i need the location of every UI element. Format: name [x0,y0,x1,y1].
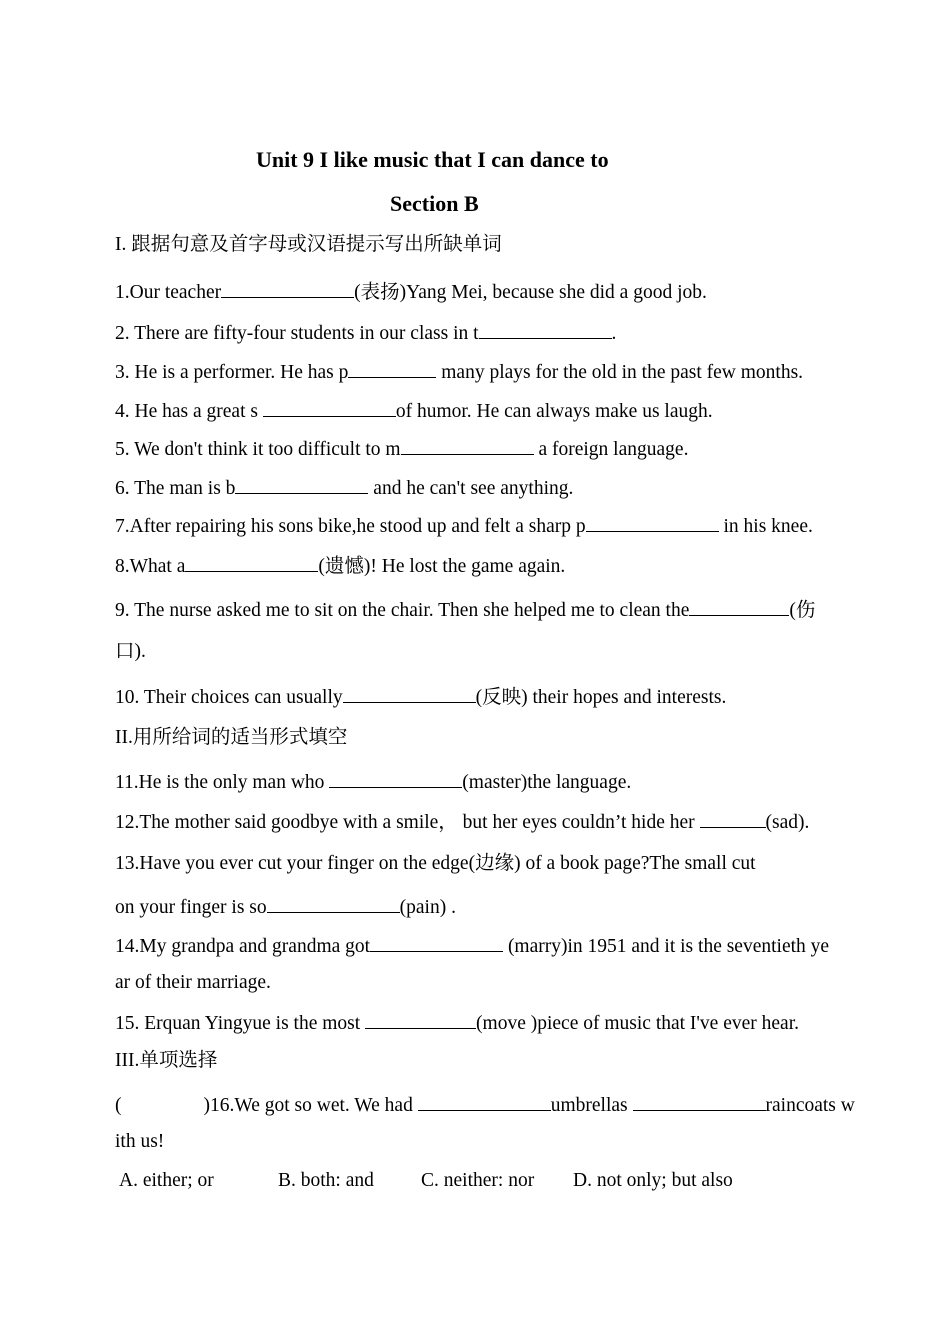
question-9 [115,599,815,621]
question-8 [115,555,565,577]
question-13-continued [115,896,456,918]
question-2 [115,322,616,344]
answer-blank[interactable] [267,896,400,913]
question-text: 14.My grandpa and grandma got [115,936,371,957]
question-14-continued: ar of their marriage. [115,972,271,993]
question-text: 2. There are fifty-four students in our class in t [115,323,479,344]
question-text: (marry)in 1951 and it is the seventieth ye [503,936,830,957]
question-text: 3. He is a performer. He has p [115,362,349,383]
question-text: 5. We don't think it too difficult to m [115,439,401,460]
question-text: 1.Our teacher [115,282,222,303]
answer-blank[interactable] [365,1012,476,1029]
question-12 [115,811,809,833]
answer-blank[interactable] [185,555,318,572]
question-10 [115,686,726,708]
question-4 [115,400,713,422]
question-text: 9. The nurse asked me to sit on the chair. Then she helped me to clean the [115,600,690,621]
answer-paren-open: ( [115,1095,122,1116]
answer-blank[interactable] [633,1094,766,1111]
question-text: a foreign language. [533,439,689,460]
question-text: of humor. He can always make us laugh. [395,401,713,422]
option-a[interactable]: A. either; or [119,1170,214,1191]
question-3 [115,361,803,383]
question-text: (表扬)Yang Mei, because she did a good job. [354,282,707,303]
question-text: raincoats w [765,1095,855,1116]
question-text: in his knee. [718,516,813,537]
question-text: 6. The man is b [115,478,236,499]
question-text: (反映) their hopes and interests. [475,687,727,708]
question-text: 12.The mother said goodbye with a smile， but her eyes couldn’t hide her [115,812,700,833]
question-16 [115,1094,855,1116]
question-text: (伤 [789,600,816,621]
answer-blank[interactable] [343,686,476,703]
answer-blank[interactable] [329,771,462,788]
question-6 [115,477,573,499]
question-text: (move )piece of music that I've ever hear. [476,1013,799,1034]
answer-blank[interactable] [348,361,436,378]
answer-blank[interactable] [263,400,396,417]
answer-blank[interactable] [370,935,503,952]
answer-blank[interactable] [401,438,534,455]
answer-blank[interactable] [689,599,789,616]
question-16-options [119,1171,733,1191]
question-5 [115,438,688,460]
question-text: . [611,323,617,344]
option-c[interactable]: C. neither: nor [421,1170,535,1191]
question-text: 10. Their choices can usually [115,687,343,708]
question-1 [115,281,707,303]
part2-heading: II.用所给词的适当形式填空 [115,727,348,748]
question-text: 4. He has a great s [115,401,263,422]
question-14 [115,935,829,957]
question-7 [115,515,813,537]
question-13: 13.Have you ever cut your finger on the edge(边缘) of a book page?The small cut [115,853,756,874]
answer-blank[interactable] [221,281,354,298]
part1-heading: I. 跟据句意及首字母或汉语提示写出所缺单词 [115,234,502,255]
answer-blank[interactable] [418,1094,551,1111]
answer-blank[interactable] [479,322,612,339]
question-text: umbrellas [550,1095,633,1116]
question-text: many plays for the old in the past few months. [436,362,804,383]
question-15 [115,1012,799,1034]
question-text: on your finger is so [115,897,267,918]
question-text: (pain) . [399,897,456,918]
question-text: (sad). [765,812,810,833]
answer-blank[interactable] [700,811,766,828]
question-16-continued: ith us! [115,1131,165,1152]
section-title: Section B [390,191,479,216]
question-text: )16.We got so wet. We had [203,1095,418,1116]
question-text: and he can't see anything. [368,478,574,499]
question-text: 11.He is the only man who [115,772,330,793]
question-text: 7.After repairing his sons bike,he stood up and felt a sharp p [115,516,586,537]
answer-blank[interactable] [586,515,719,532]
answer-blank[interactable] [235,477,368,494]
option-d[interactable]: D. not only; but also [573,1170,733,1191]
option-b[interactable]: B. both: and [278,1170,374,1191]
question-text: (master)the language. [462,772,632,793]
unit-title: Unit 9 I like music that I can dance to [256,147,609,172]
question-text: 8.What a [115,556,186,577]
part3-heading: III.单项选择 [115,1050,218,1071]
question-9-continued: 口). [115,641,146,662]
question-text: 15. Erquan Yingyue is the most [115,1013,366,1034]
question-text: (遗憾)! He lost the game again. [318,556,566,577]
question-11 [115,771,631,793]
